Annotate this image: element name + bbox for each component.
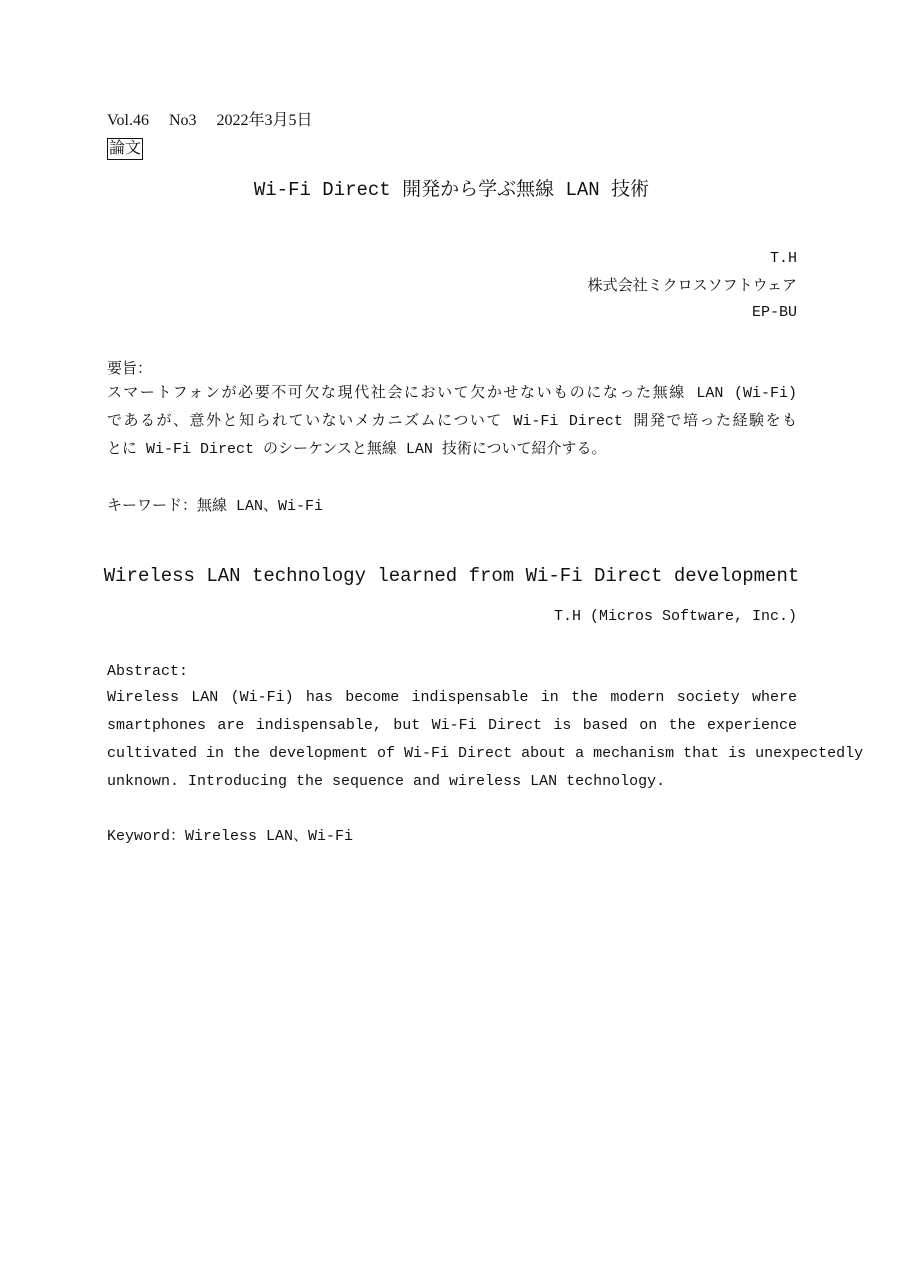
publication-date: 2022年3月5日 (216, 112, 313, 129)
issue-number: No3 (168, 112, 197, 129)
title-english: Wireless LAN technology learned from Wi-Fi Direct development (103, 565, 800, 587)
abstract-line: Wireless LAN (Wi-Fi) has become indispensable in the modern society where (107, 689, 797, 706)
abstract-line: smartphones are indispensable, but Wi-Fi Direct is based on the experience (107, 717, 797, 734)
keywords-english: Keyword：Wireless LAN、Wi-Fi (107, 828, 354, 845)
category-badge: 論文 (107, 138, 143, 160)
author-company: 株式会社ミクロスソフトウェア (587, 278, 797, 294)
author-division: EP-BU (751, 304, 797, 321)
summary-line: であるが、意外と知られていないメカニズムについて Wi-Fi Direct 開発で培った経験をも (107, 413, 797, 430)
abstract-line: unknown. Introducing the sequence and wireless LAN technology. (107, 773, 666, 790)
publication-info (107, 111, 329, 131)
abstract-heading: Abstract: (107, 663, 189, 680)
abstract-line: cultivated in the development of Wi-Fi Direct about a mechanism that is unexpectedly (107, 745, 864, 762)
volume: Vol.46 (107, 112, 149, 129)
summary-line: とに Wi-Fi Direct のシーケンスと無線 LAN 技術について紹介する。 (107, 441, 607, 458)
summary-body (107, 380, 797, 464)
summary-line: スマートフォンが必要不可欠な現代社会において欠かせないものになった無線 LAN (Wi-Fi) (107, 385, 797, 402)
keywords-japanese: キーワード：無線 LAN、Wi-Fi (107, 498, 324, 515)
summary-heading: 要旨： (107, 361, 153, 377)
abstract-body (107, 684, 864, 796)
title-japanese: Wi-Fi Direct 開発から学ぶ無線 LAN 技術 (253, 179, 650, 201)
author-english: T.H (Micros Software, Inc.) (553, 608, 797, 625)
author-name: T.H (769, 250, 797, 267)
